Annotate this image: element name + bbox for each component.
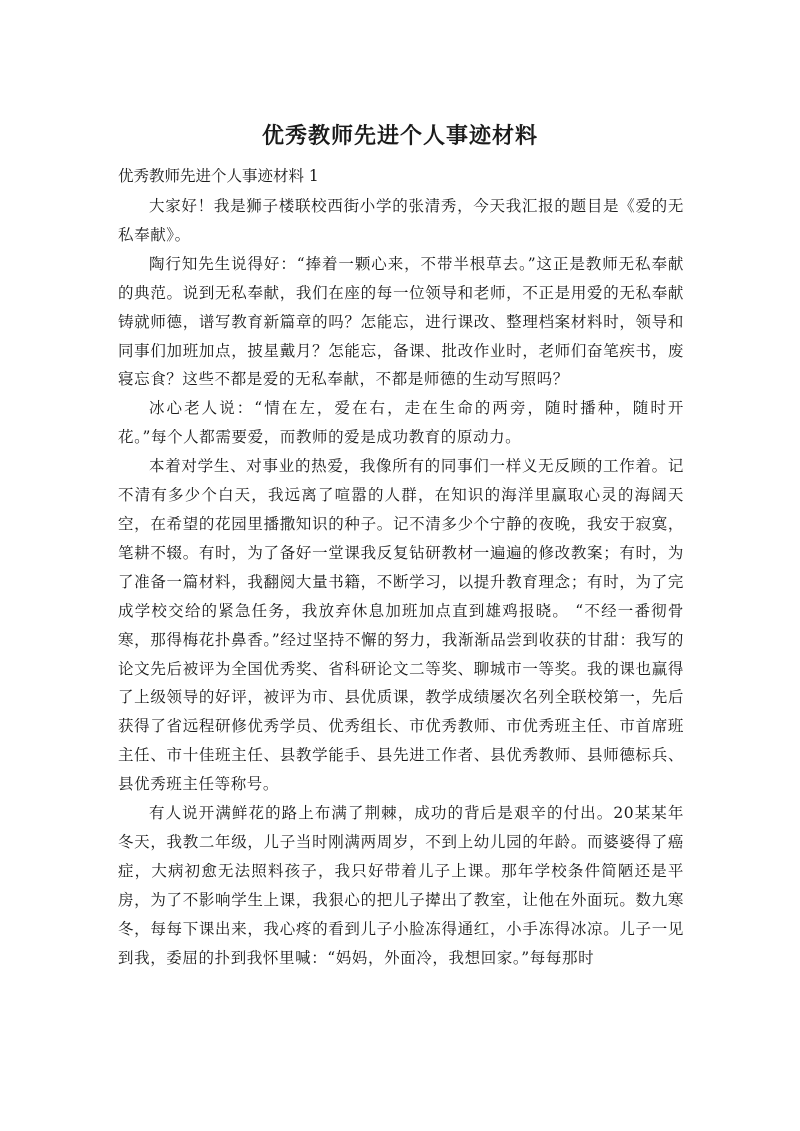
document-title: 优秀教师先进个人事迹材料 <box>261 123 538 149</box>
paragraph-greeting: 大家好！我是狮子楼联校西街小学的张清秀，今天我汇报的题目是《爱的无私奉献》。 <box>118 197 684 244</box>
paragraph-bingxin: 冰心老人说：“情在左，爱在右，走在生命的两旁，随时播种，随时开花。”每个人都需要爱，而教师的爱是成功教育的原动力。 <box>118 399 684 447</box>
document-body <box>118 192 684 972</box>
paragraph-tao-xingzhi: 陶行知先生说得好：“捧着一颗心来，不带半根草去。”这正是教师无私奉献的典范。说到无私奉献，我们在座的每一位领导和老师，不正是用爱的无私奉献铸就师德，谱写教育新篇章的吗？怎能忘，进行课改、整理档案材料时，领导和同事们加班加点，披星戴月？怎能忘，备课、批改作业时，老师们奋笔疾书，废寝忘食？这些不都是爱的无私奉献，不都是师德的生动写照吗？ <box>118 254 684 389</box>
paragraph-dedication: 本着对学生、对事业的热爱，我像所有的同事们一样义无反顾的工作着。记不清有多少个白天，我远离了喧嚣的人群，在知识的海洋里赢取心灵的海阔天空，在希望的花园里播撒知识的种子。记不清多少个宁静的夜晚，我安于寂寞，笔耕不辍。有时，为了备好一堂课我反复钻研教材一遍遍的修改教案；有时，为了准备一篇材料，我翻阅大量书籍，不断学习，以提升教育理念；有时，为了完成学校交给的紧急任务，我放弃休息加班加点直到雄鸡报晓。 “不经一番彻骨寒，那得梅花扑鼻香。”经过坚持不懈的努力，我渐渐品尝到收获的甘甜：我写的论文先后被评为全国优秀奖、省科研论文二等奖、聊城市一等奖。我的课也赢得了上级领导的好评，被评为市、县优质课，教学成绩屡次名列全联校第一，先后获得了省远程研修优秀学员、优秀组长、市优秀教师、市优秀班主任、市首席班主任、市十佳班主任、县教学能手、县先进工作者、县优秀教师、县师德标兵、县优秀班主任等称号。 <box>118 457 684 794</box>
paragraph-hardship: 有人说开满鲜花的路上布满了荆棘，成功的背后是艰辛的付出。20某某年冬天，我教二年级，儿子当时刚满两周岁，不到上幼儿园的年龄。而婆婆得了癌症，大病初愈无法照料孩子，我只好带着儿子上课。那年学校条件简陋还是平房，为了不影响学生上课，我狠心的把儿子撵出了教室，让他在外面玩。数九寒冬，每每下课出来，我心疼的看到儿子小脸冻得通红，小手冻得冰凉。儿子一见到我，委屈的扑到我怀里喊：“妈妈，外面冷，我想回家。”每每那时 <box>118 804 684 967</box>
document-subtitle: 优秀教师先进个人事迹材料 1 <box>118 167 319 185</box>
